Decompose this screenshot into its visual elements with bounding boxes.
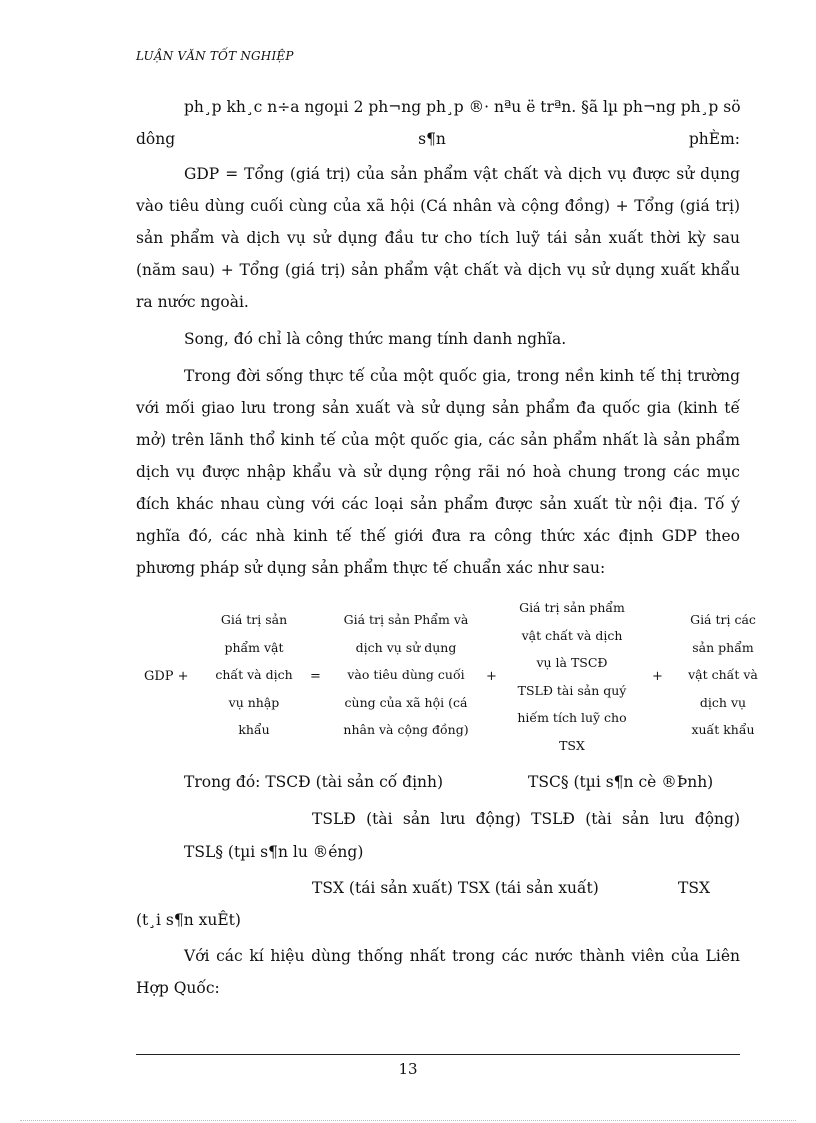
paragraph-real-economy: Trong đời sống thực tế của một quốc gia, trong nền kinh tế thị trường với mối giao lưu trong sản xuất và sử dụng sản phẩm đa quốc gia (kinh tế mở) trên lãnh thổ kinh tế của một quốc gia, các sản phẩm nhất là sản phẩm dịch vụ được nhập khẩu và sử dụng rộng rãi nó hoà chung trong các mục đích khác nhau cùng với các loại sản phẩm được sản xuất từ nội địa. Tố ý nghĩa đó, các nhà kinh tế thế giới đưa ra công thức xác định GDP theo phương pháp sử dụng sản phẩm thực tế chuẩn xác như sau: bbox=[136, 367, 740, 577]
garbled-word: s¶n bbox=[418, 130, 446, 148]
legend-row-1-right: TSC§ (tµi s¶n cè ®Þnh) bbox=[528, 773, 714, 791]
legend-row-4-mid: TSX (tái sản xuất) TSX (tái sản xuất) bbox=[312, 879, 599, 897]
garbled-text-line: ph¸p kh¸c n÷a ngoµi 2 ph¬ng ph¸p ®· nªu ë trªn. §ã lµ ph¬ng ph¸p sö bbox=[184, 98, 741, 116]
page-number: 13 bbox=[398, 1060, 418, 1078]
page-edge-divider bbox=[20, 1120, 796, 1121]
formula-consumption: Giá trị sản Phẩm và dịch vụ sử dụng vào tiêu dùng cuối cùng của xã hội (cá nhân và cộng đồng) bbox=[343, 612, 469, 737]
garbled-word: dông bbox=[136, 130, 176, 148]
formula-plus-2: + bbox=[652, 669, 663, 684]
footer-rule bbox=[136, 1054, 740, 1055]
running-header: LUẬN VĂN TỐT NGHIỆP bbox=[136, 49, 294, 63]
legend-row-2: TSLĐ (tài sản lưu động) TSLĐ (tài sản lưu động) bbox=[312, 810, 740, 828]
paragraph-nominal: Song, đó chỉ là công thức mang tính danh nghĩa. bbox=[184, 330, 567, 348]
formula-plus-1: + bbox=[486, 669, 497, 684]
paragraph-gdp-definition: GDP = Tổng (giá trị) của sản phẩm vật chất và dịch vụ được sử dụng vào tiêu dùng cuối cùng của xã hội (Cá nhân và cộng đồng) + Tổng (giá trị) sản phẩm và dịch vụ sử dụng đầu tư cho tích luỹ tái sản xuất thời kỳ sau (năm sau) + Tổng (giá trị) sản phẩm vật chất và dịch vụ sử dụng xuất khẩu ra nước ngoài. bbox=[136, 165, 740, 311]
garbled-word: phÈm: bbox=[688, 130, 740, 148]
formula-lhs: GDP + bbox=[144, 669, 189, 684]
formula-capital: Giá trị sản phẩm vật chất và dịch vụ là TSCĐ TSLĐ tài sản quý hiếm tích luỹ cho TSX bbox=[517, 600, 627, 753]
legend-row-5: (t¸i s¶n xuÊt) bbox=[136, 911, 241, 929]
formula-exports: Giá trị các sản phẩm vật chất và dịch vụ xuất khẩu bbox=[688, 612, 758, 737]
formula-equals: = bbox=[310, 669, 321, 684]
formula-imports: Giá trị sản phẩm vật chất và dịch vụ nhập khẩu bbox=[215, 612, 293, 737]
legend-row-3: TSL§ (tµi s¶n lu ®éng) bbox=[184, 843, 364, 861]
garbled-text-line-2 bbox=[136, 123, 740, 155]
paragraph-un-symbols: Với các kí hiệu dùng thống nhất trong các nước thành viên của Liên Hợp Quốc: bbox=[136, 947, 740, 997]
legend-row-1-left: Trong đó: TSCĐ (tài sản cố định) bbox=[184, 773, 444, 791]
legend-row-4-right: TSX bbox=[678, 879, 710, 897]
